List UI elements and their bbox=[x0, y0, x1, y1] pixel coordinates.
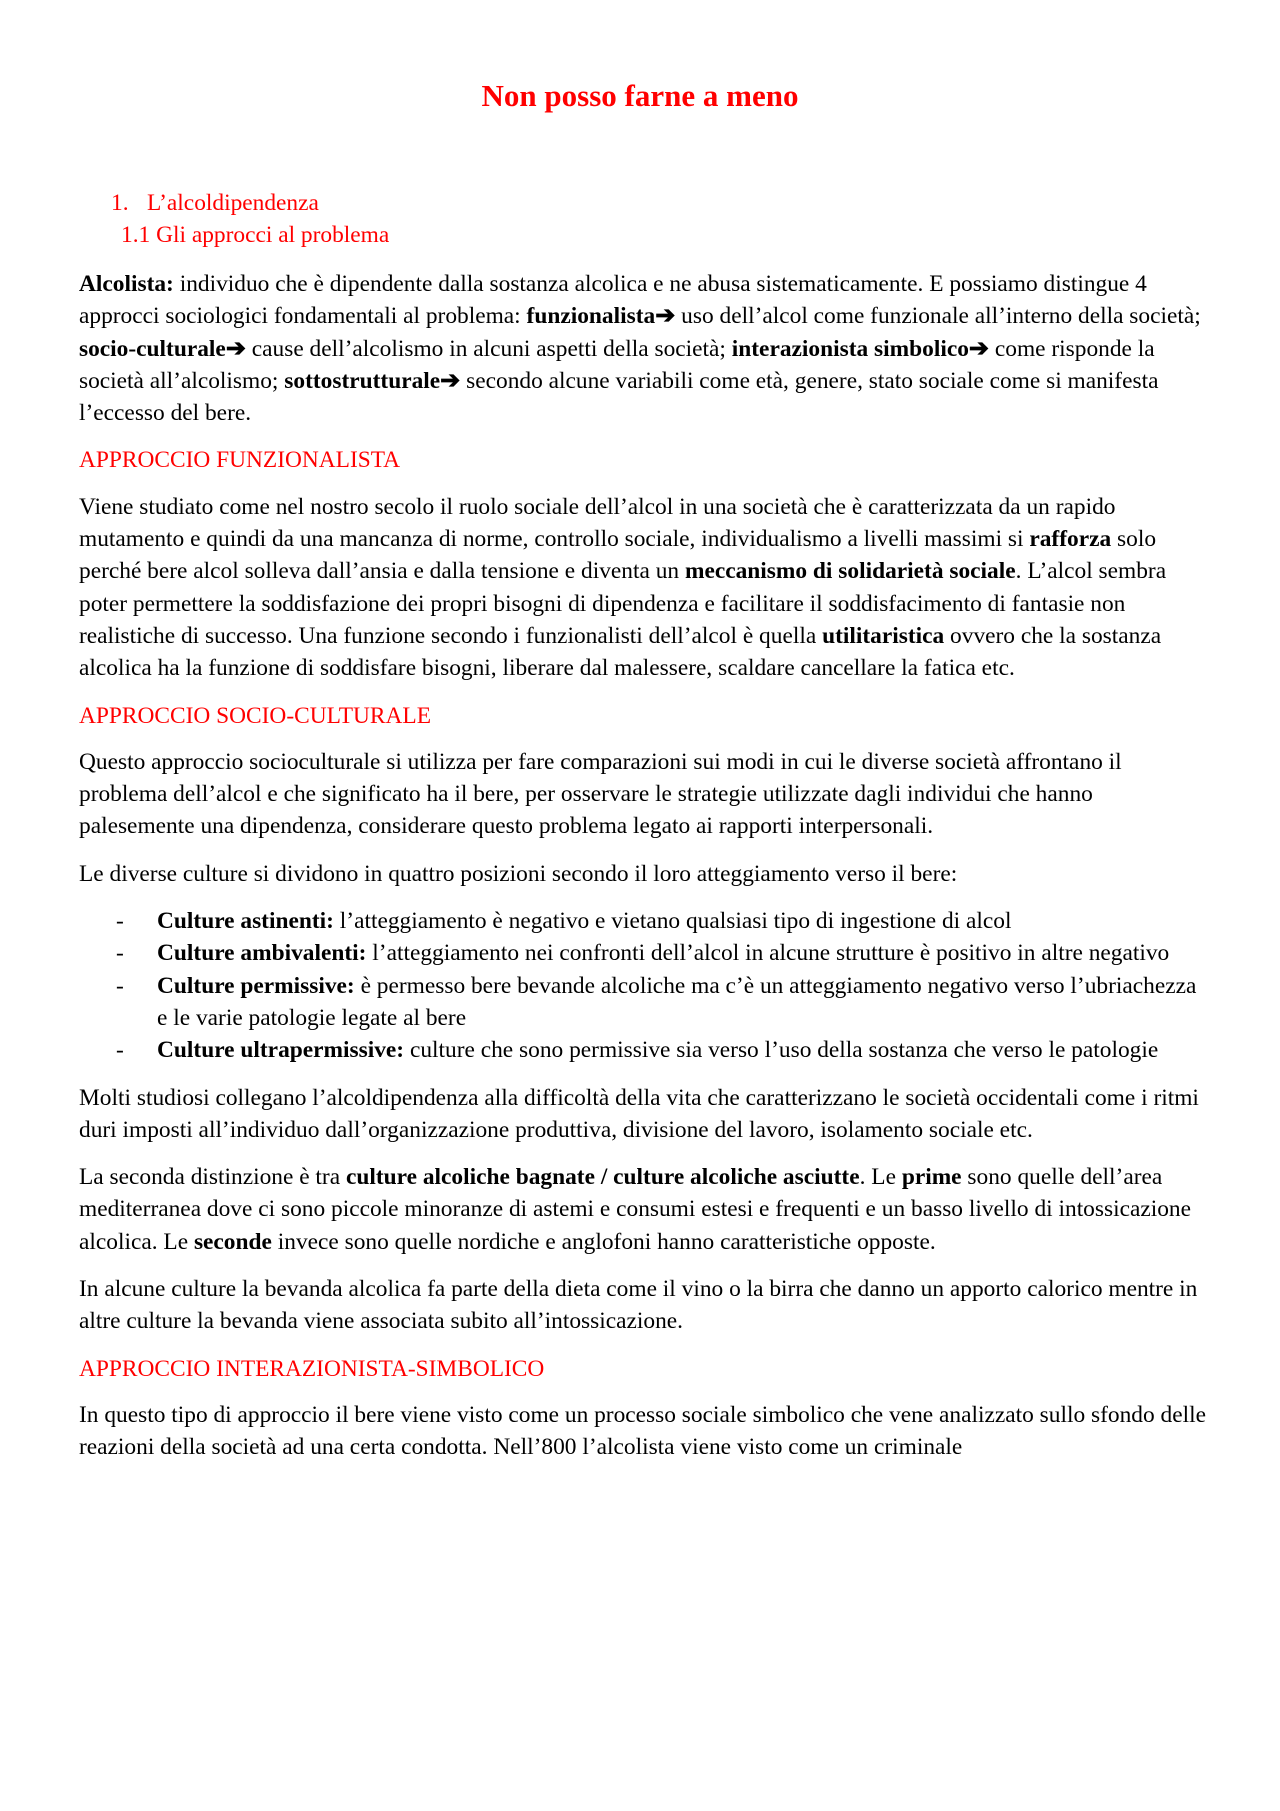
funzionalista-paragraph: Viene studiato come nel nostro secolo il ruolo sociale dell’alcol in una società che è caratterizzata da un rapido mutamento e quindi da una mancanza di norme, controllo sociale, individualismo a livelli massimi si rafforza solo perché bere alcol solleva dall’ansia e dalla tensione e diventa un meccanismo di solidarietà sociale. L’alcol sembra poter permettere la soddisfazione dei propri bisogni di dipendenza e facilitare il soddisfacimento di fantasie non realistiche di successo. Una funzione secondo i funzionalisti dell’alcol è quella utilitaristica ovvero che la sostanza alcolica ha la funzione di soddisfare bisogni, liberare dal malessere, scaldare cancellare la fatica etc. bbox=[79, 493, 1167, 682]
section-heading-funzionalista: APPROCCIO FUNZIONALISTA bbox=[79, 447, 401, 474]
outline-item-1 bbox=[111, 187, 319, 219]
outline-item-number: 1. bbox=[111, 190, 129, 216]
socioculturale-paragraph-5: In alcune culture la bevanda alcolica fa parte della dieta come il vino o la birra che danno un apporto calorico mentre in altre culture la bevanda viene associata subito all’intossicazione. bbox=[79, 1276, 1198, 1335]
bold-term: Culture astinenti: bbox=[157, 908, 334, 935]
arrow-right-icon: ➔ bbox=[440, 367, 461, 394]
outline-item-1-1: 1.1 Gli approcci al problema bbox=[121, 222, 390, 248]
list-item: - Culture astinenti: l’atteggiamento è negativo e vietano qualsiasi tipo di ingestione di alcol bbox=[79, 905, 1209, 937]
bold-term: socio-culturale bbox=[79, 335, 226, 362]
bold-term: meccanismo di solidarietà sociale bbox=[684, 558, 1016, 585]
document-body bbox=[79, 268, 1209, 1479]
list-item: - Culture permissive: è permesso bere bevande alcoliche ma c’è un atteggiamento negativo verso l’ubriachezza e le varie patologie legate al bere bbox=[79, 970, 1209, 1035]
bold-term: Culture ultrapermissive: bbox=[157, 1037, 405, 1064]
outline-item-label: L’alcoldipendenza bbox=[147, 190, 319, 216]
arrow-right-icon: ➔ bbox=[968, 335, 990, 362]
bold-term: seconde bbox=[193, 1228, 272, 1255]
socioculturale-paragraph-4: La seconda distinzione è tra culture alcoliche bagnate / culture alcoliche asciutte. Le prime sono quelle dell’area mediterranea dove ci sono piccole minoranze di astemi e consumi estesi e frequenti e un basso livello di intossicazione alcolica. Le seconde invece sono quelle nordiche e anglofoni hanno caratteristiche opposte. bbox=[79, 1164, 1192, 1255]
socioculturale-paragraph-2: Le diverse culture si dividono in quattro posizioni secondo il loro atteggiamento verso il bere: bbox=[79, 860, 958, 887]
dash-bullet: - bbox=[116, 972, 124, 999]
dash-bullet: - bbox=[116, 940, 124, 967]
bold-term: rafforza bbox=[1029, 526, 1112, 553]
socioculturale-paragraph-3: Molti studiosi collegano l’alcoldipendenza alla difficoltà della vita che caratterizzano le società occidentali come i ritmi duri imposti all’individuo dall’organizzazione produttiva, divisione del lavoro, isolamento sociale etc. bbox=[79, 1084, 1199, 1143]
dash-bullet: - bbox=[116, 1037, 124, 1064]
section-heading-interazionista: APPROCCIO INTERAZIONISTA-SIMBOLICO bbox=[79, 1355, 545, 1382]
intro-paragraph: Alcolista: individuo che è dipendente dalla sostanza alcolica e ne abusa sistematicamente. E possiamo distingue 4 approcci sociologici fondamentali al problema: funzionalista➔ uso dell’alcol come funzionale all’interno della società; socio-culturale➔ cause dell’alcolismo in alcuni aspetti della società; interazionista simbolico➔ come risponde la società all’alcolismo; sottostrutturale➔ secondo alcune variabili come età, genere, stato sociale come si manifesta l’eccesso del bere. bbox=[79, 271, 1201, 427]
bold-term: Alcolista: bbox=[79, 271, 174, 297]
dash-bullet: - bbox=[116, 908, 124, 935]
interazionista-paragraph: In questo tipo di approccio il bere viene visto come un processo sociale simbolico che vene analizzato sullo sfondo delle reazioni della società ad una certa condotta. Nell’800 l’alcolista viene visto come un criminale bbox=[79, 1401, 1206, 1461]
socioculturale-paragraph-1: Questo approccio socioculturale si utilizza per fare comparazioni sui modi in cui le diverse società affrontano il problema dell’alcol e che significato ha il bere, per osservare le strategie utilizzate dagli individui che hanno palesemente una dipendenza, considerare questo problema legato ai rapporti interpersonali. bbox=[79, 748, 1122, 840]
bold-term: interazionista simbolico bbox=[731, 335, 969, 362]
page-title: Non posso farne a meno bbox=[481, 78, 799, 113]
bold-term: prime bbox=[901, 1164, 962, 1191]
list-item: - Culture ultrapermissive: culture che sono permissive sia verso l’uso della sostanza che verso le patologie bbox=[79, 1034, 1209, 1066]
list-item: - Culture ambivalenti: l’atteggiamento nei confronti dell’alcol in alcune strutture è positivo in altre negativo bbox=[79, 937, 1209, 969]
culture-list bbox=[79, 905, 1209, 1066]
bold-term: culture alcoliche bagnate / culture alcoliche asciutte bbox=[345, 1164, 860, 1191]
section-heading-socioculturale: APPROCCIO SOCIO-CULTURALE bbox=[79, 702, 431, 729]
bold-term: sottostrutturale bbox=[284, 367, 441, 394]
bold-term: Culture permissive: bbox=[157, 972, 355, 999]
arrow-right-icon: ➔ bbox=[655, 303, 676, 330]
bold-term: utilitaristica bbox=[822, 622, 945, 649]
arrow-right-icon: ➔ bbox=[225, 335, 246, 362]
bold-term: Culture ambivalenti: bbox=[157, 940, 367, 967]
bold-term: funzionalista bbox=[526, 303, 656, 330]
